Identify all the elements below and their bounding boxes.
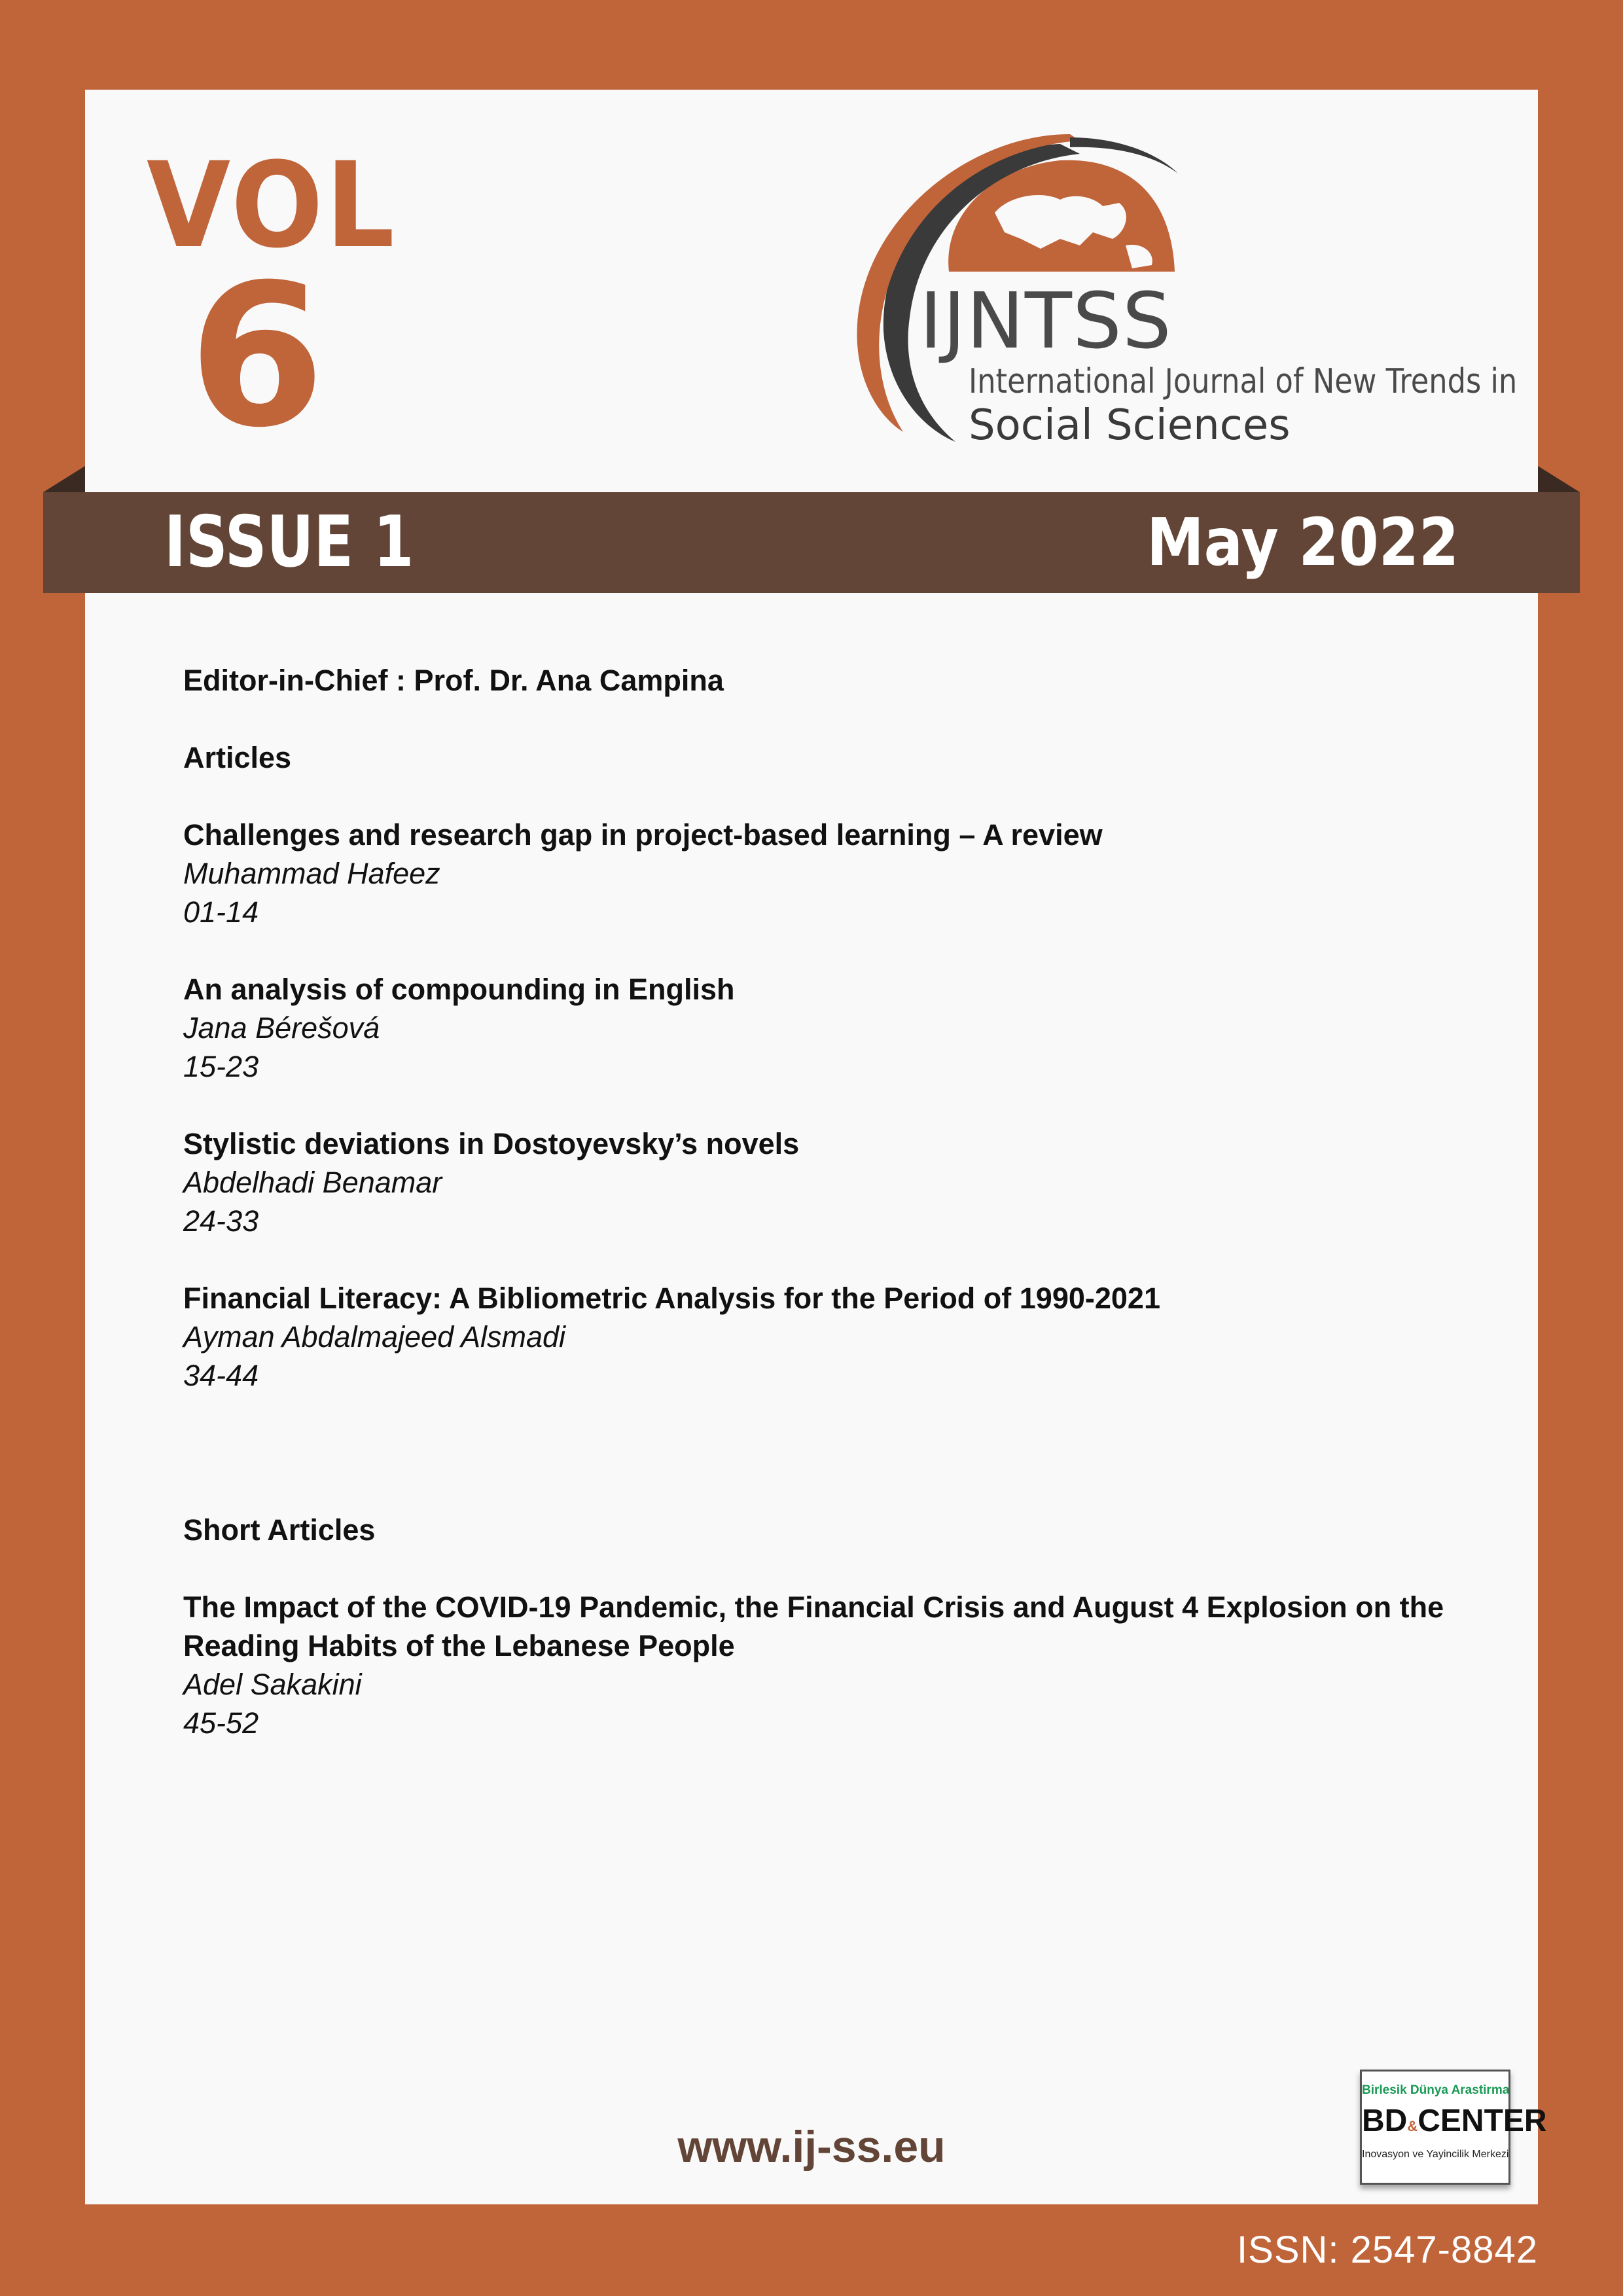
- journal-logo: [844, 134, 1518, 455]
- article-author: Adel Sakakini: [183, 1668, 362, 1701]
- article-pages: 15-23: [183, 1050, 259, 1083]
- short-article-item[interactable]: [183, 1588, 1459, 1742]
- badge-title: [1362, 2104, 1547, 2144]
- section-heading-short-articles: Short Articles: [183, 1513, 376, 1547]
- ribbon-fold-right: [1538, 466, 1580, 492]
- badge-amp: &: [1407, 2118, 1418, 2134]
- article-title[interactable]: Challenges and research gap in project-based learning – A review: [183, 818, 1103, 852]
- editor-in-chief: Editor-in-Chief : Prof. Dr. Ana Campina: [183, 664, 724, 697]
- article-pages: 34-44: [183, 1359, 259, 1392]
- badge-line1: Birlesik Dünya Arastirma: [1362, 2083, 1510, 2097]
- badge-line3: Inovasyon ve Yayincilik Merkezi: [1362, 2149, 1509, 2160]
- article-pages: 01-14: [183, 895, 259, 929]
- article-title[interactable]: An analysis of compounding in English: [183, 973, 735, 1006]
- logo-name-line1: International Journal of New Trends in: [969, 362, 1518, 401]
- logo-name-line2: Social Sciences: [969, 401, 1291, 450]
- badge-bd: BD: [1362, 2104, 1408, 2138]
- article-title[interactable]: Financial Literacy: A Bibliometric Analysis for the Period of 1990-2021: [183, 1282, 1160, 1315]
- volume-label: VOL: [147, 137, 397, 274]
- article-author: Ayman Abdalmajeed Alsmadi: [183, 1320, 566, 1354]
- article-author: Abdelhadi Benamar: [183, 1166, 442, 1199]
- issue-label: ISSUE 1: [164, 501, 414, 583]
- article-author: Jana Bérešová: [183, 1011, 380, 1045]
- article-item[interactable]: [183, 1124, 1459, 1240]
- article-item[interactable]: [183, 816, 1459, 931]
- article-title[interactable]: The Impact of the COVID-19 Pandemic, the Financial Crisis and August 4 Explosion on the Reading Habits of the Lebanese People: [183, 1590, 1444, 1662]
- issn-number: ISSN: 2547-8842: [1237, 2229, 1538, 2271]
- ribbon-fold-left: [43, 466, 85, 492]
- article-title[interactable]: Stylistic deviations in Dostoyevsky’s novels: [183, 1127, 800, 1160]
- article-author: Muhammad Hafeez: [183, 857, 440, 890]
- article-item[interactable]: [183, 970, 1459, 1086]
- article-pages: 45-52: [183, 1706, 259, 1740]
- issue-ribbon: [43, 492, 1580, 593]
- issue-date: May 2022: [1146, 504, 1459, 581]
- bd-center-badge: [1360, 2070, 1547, 2185]
- article-pages: 24-33: [183, 1204, 259, 1238]
- badge-center: CENTER: [1418, 2104, 1547, 2138]
- logo-abbreviation: IJNTSS: [919, 276, 1172, 366]
- section-heading-articles: Articles: [183, 741, 292, 774]
- article-item[interactable]: [183, 1279, 1459, 1395]
- volume-number: 6: [188, 242, 325, 471]
- website-link[interactable]: www.ij-ss.eu: [677, 2122, 946, 2172]
